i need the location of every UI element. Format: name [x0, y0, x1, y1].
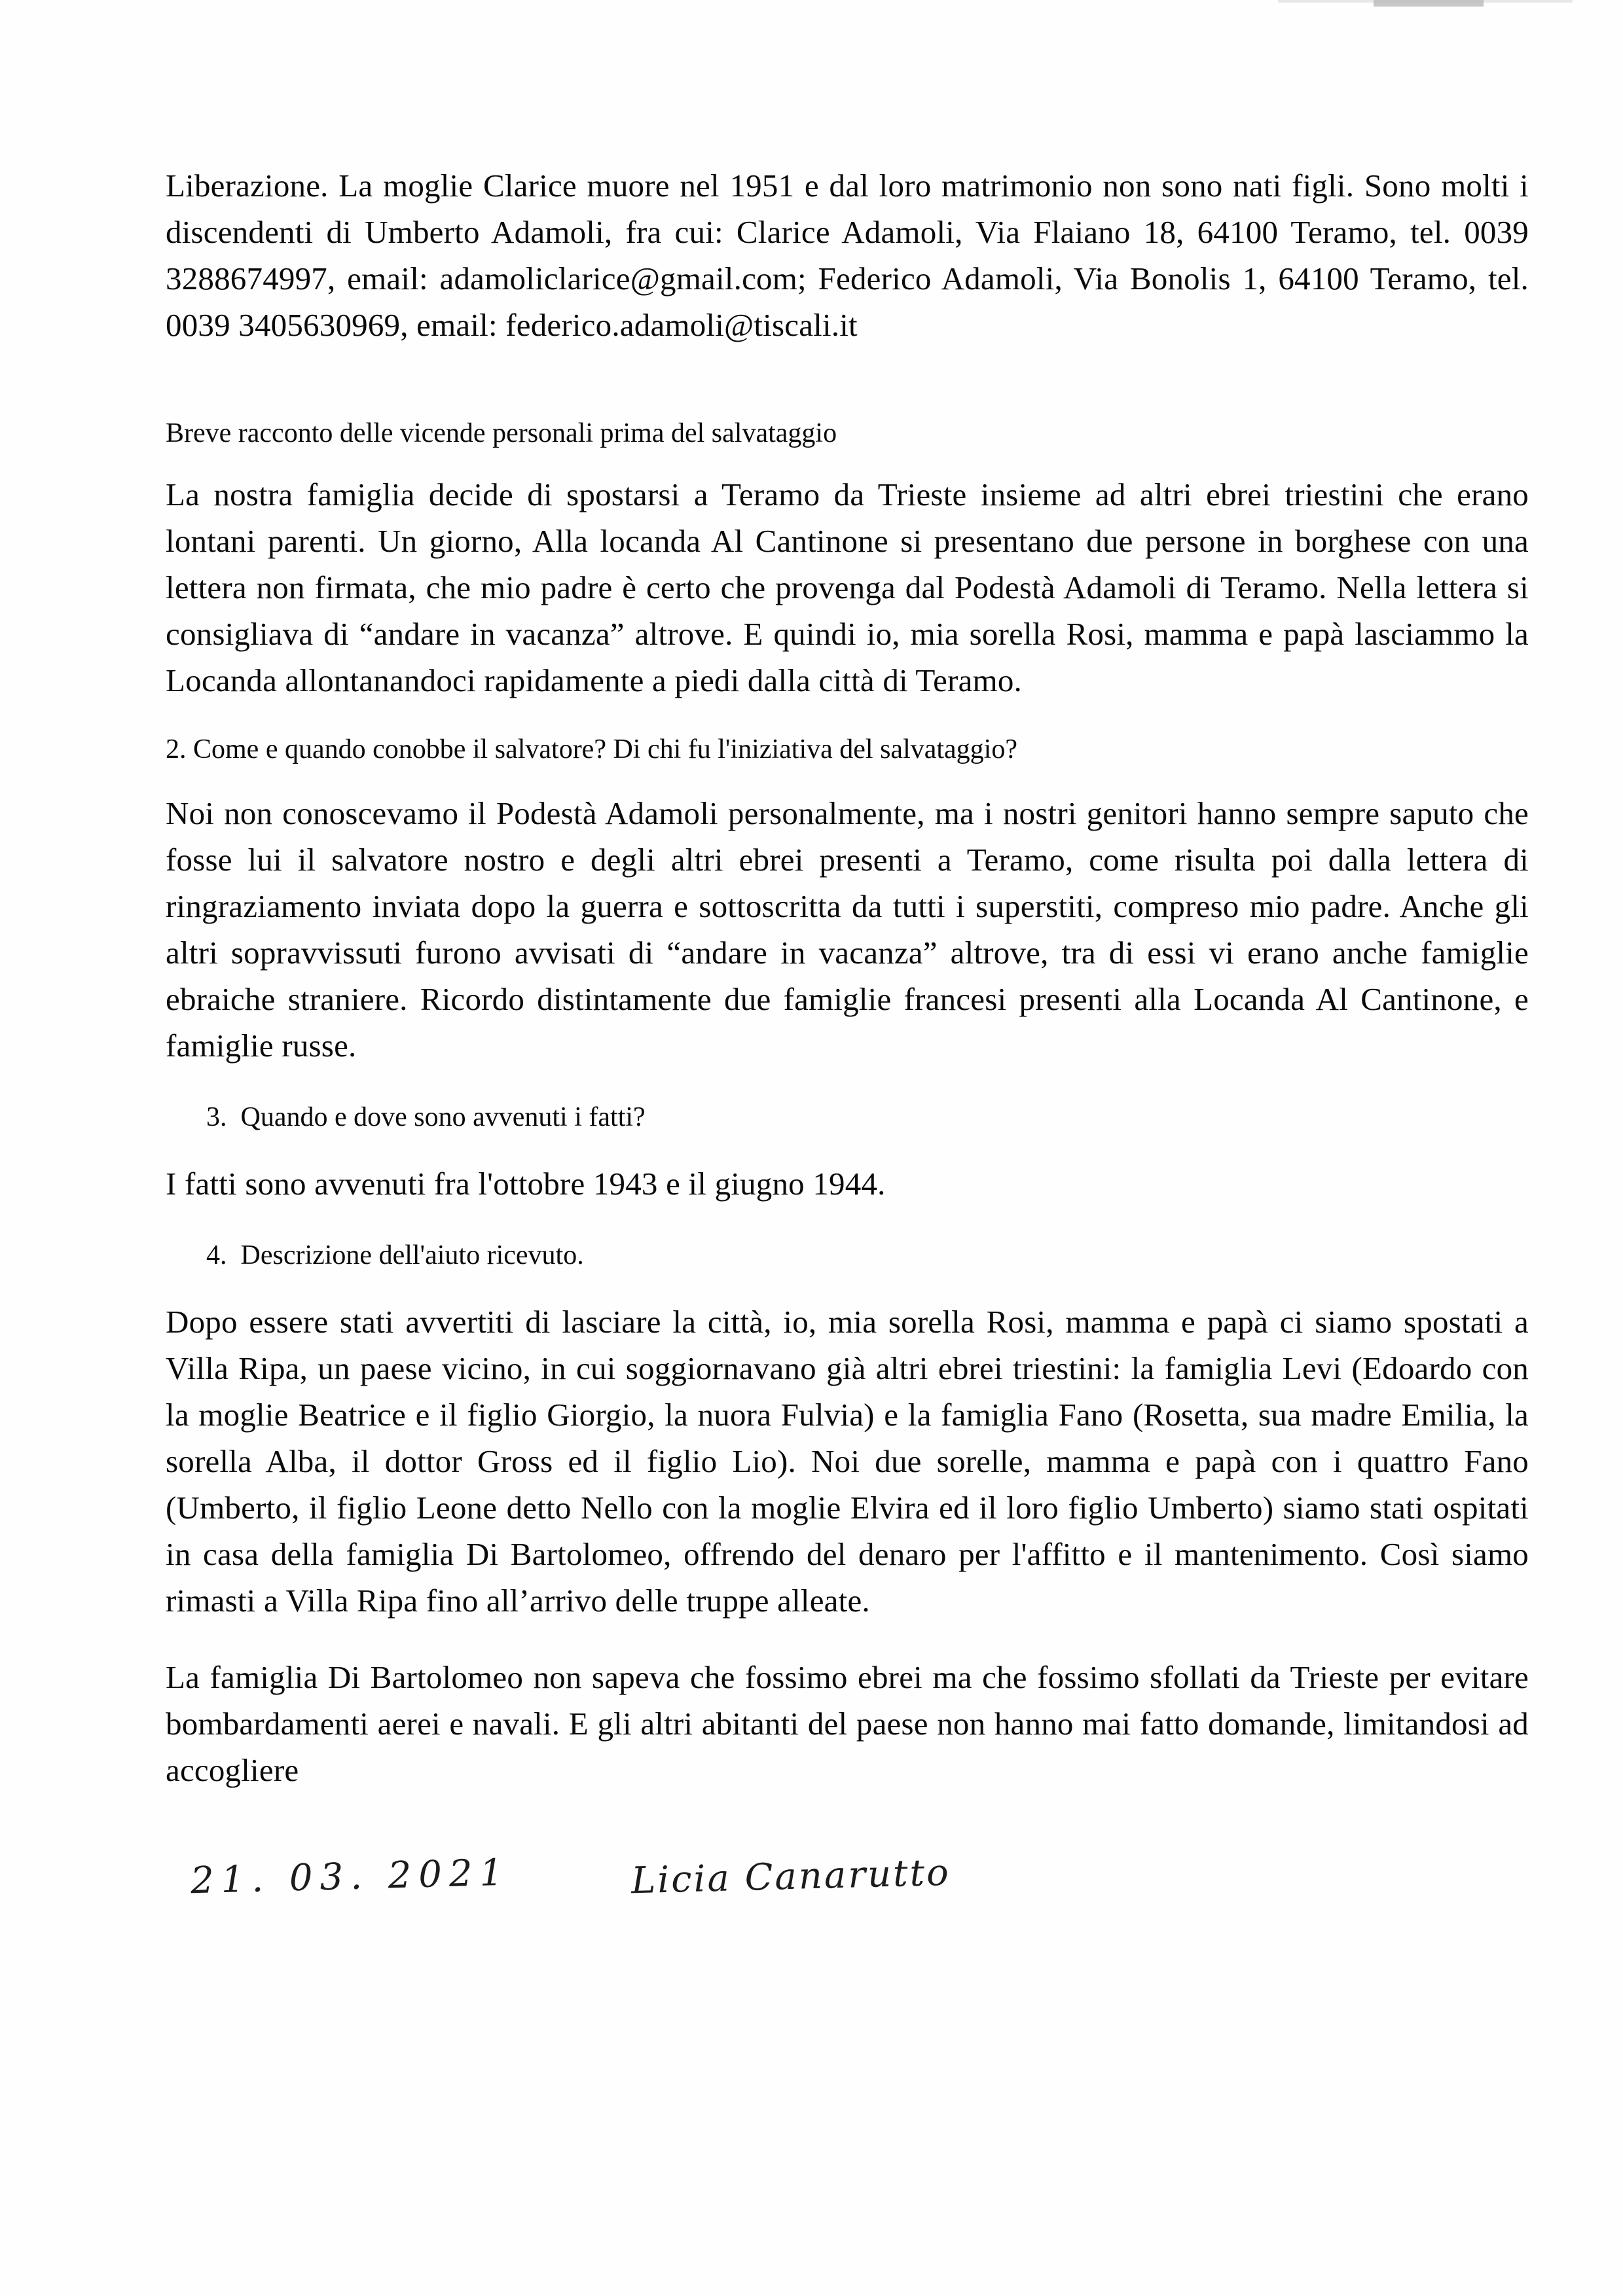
paragraph-liberazione: Liberazione. La moglie Clarice muore nel 1951 e dal loro matrimonio non sono nati figli. Sono molti i discendenti di Umberto Adamoli, fra cui: Clarice Adamoli, Via Flaiano 18, 64100 Teramo, tel. 0039 3288674997, email: adamoliclarice@gmail.com; Federico Adamoli, Via Bonolis 1, 64100 Teramo, tel. 0039 3405630969, email: federico.adamoli@tiscali.it: [166, 168, 1529, 343]
handwritten-signature: Licia Canarutto: [630, 1851, 951, 1903]
handwritten-date: 21. 03. 2021: [190, 1851, 511, 1903]
paragraph-noi-non-conoscevamo: Noi non conoscevamo il Podestà Adamoli personalmente, ma i nostri genitori hanno sempre saputo che fosse lui il salvatore nostro e degli altri ebrei presenti a Teramo, come risulta poi dalla lettera di ringraziamento inviata dopo la guerra e sottoscritta da tutti i superstiti, compreso mio padre. Anche gli altri sopravvissuti furono avvisati di “andare in vacanza” altrove, tra di essi vi erano anche famiglie ebraiche straniere. Ricordo distintamente due famiglie francesi presenti alla Locanda Al Cantinone, e famiglie russe.: [166, 795, 1529, 1064]
document-content: [166, 162, 1529, 1903]
question-2-come-e-quando: 2. Come e quando conobbe il salvatore? Di chi fu l'iniziativa del salvataggio?: [166, 734, 1017, 764]
paragraph-la-nostra-famiglia: La nostra famiglia decide di spostarsi a Teramo da Trieste insieme ad altri ebrei triestini che erano lontani parenti. Un giorno, Alla locanda Al Cantinone si presentano due persone in borghese con una lettera non firmata, che mio padre è certo che provenga dal Podestà Adamoli di Teramo. Nella lettera si consigliava di “andare in vacanza” altrove. E quindi io, mia sorella Rosi, mamma e papà lasciammo la Locanda allontanandoci rapidamente a piedi dalla città di Teramo.: [166, 476, 1529, 698]
section-heading-breve-racconto: Breve racconto delle vicende personali prima del salvataggio: [166, 418, 837, 448]
paragraph-la-famiglia-di-bartolomeo: La famiglia Di Bartolomeo non sapeva che fossimo ebrei ma che fossimo sfollati da Trieste per evitare bombardamenti aerei e navali. E gli altri abitanti del paese non hanno mai fatto domande, limitandosi ad accogliere: [166, 1659, 1529, 1788]
paragraph-dopo-essere-stati: Dopo essere stati avvertiti di lasciare la città, io, mia sorella Rosi, mamma e papà ci siamo spostati a Villa Ripa, un paese vicino, in cui soggiornavano già altri ebrei triestini: la famiglia Levi (Edoardo con la moglie Beatrice e il figlio Giorgio, la nuora Fulvia) e la famiglia Fano (Rosetta, sua madre Emilia, la sorella Alba, il dottor Gross ed il figlio Lio). Noi due sorelle, mamma e papà con i quattro Fano (Umberto, il figlio Leone detto Nello con la moglie Elvira ed il loro figlio Umberto) siamo stati ospitati in casa della famiglia Di Bartolomeo, offrendo del denaro per l'affitto e il mantenimento. Così siamo rimasti a Villa Ripa fino all’arrivo delle truppe alleate.: [166, 1304, 1529, 1619]
question-4-descrizione-aiuto: 4. Descrizione dell'aiuto ricevuto.: [206, 1240, 584, 1270]
paragraph-i-fatti: I fatti sono avvenuti fra l'ottobre 1943 e il giugno 1944.: [166, 1166, 886, 1202]
question-3-quando-e-dove: 3. Quando e dove sono avvenuti i fatti?: [206, 1102, 646, 1132]
scan-smudge-dark: [1374, 0, 1484, 7]
handwritten-footer: [166, 1851, 1529, 1903]
